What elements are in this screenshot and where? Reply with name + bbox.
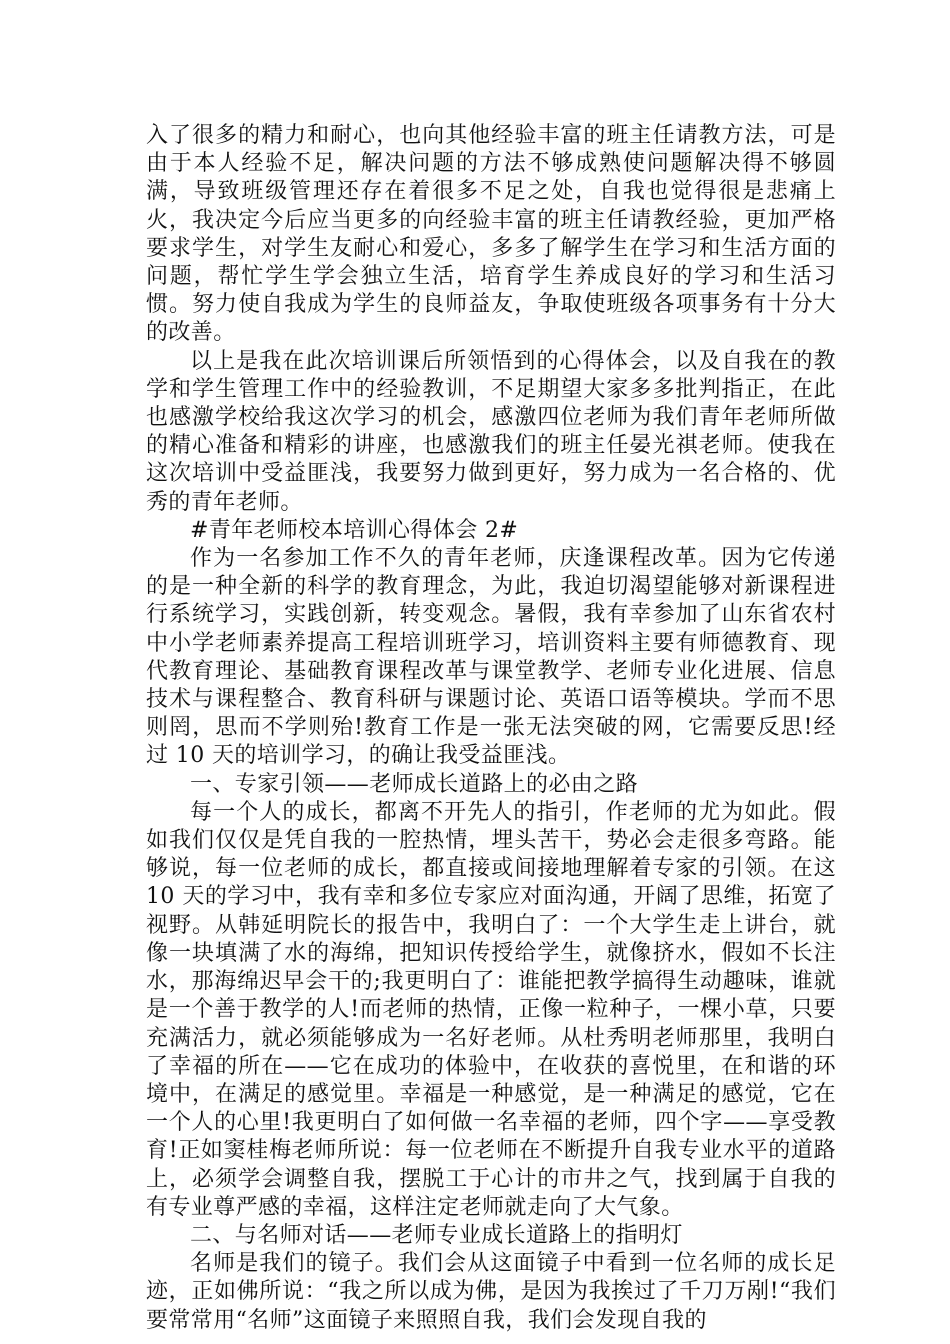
paragraph-continuation: 入了很多的精力和耐心，也向其他经验丰富的班主任请教方法，可是由于本人经验不足，解决问题的方法不够成熟使问题解决得不够圆满，导致班级管理还存在着很多不足之处，自我也觉得很是悲痛上火，我决定今后应当更多的向经验丰富的班主任请教经验，更加严格要求学生，对学生友耐心和爱心，多多了解学生在学习和生活方面的问题，帮忙学生学会独立生活，培育学生养成良好的学习和生活习惯。努力使自我成为学生的良师益友，争取使班级各项事务有十分大的改善。 [146, 123, 836, 346]
paragraph-expert-guidance: 每一个人的成长，都离不开先人的指引，作老师的尤为如此。假如我们仅仅是凭自我的一腔热情，埋头苦干，势必会走很多弯路。能够说，每一位老师的成长，都直接或间接地理解着专家的引领。在这 10 天的学习中，我有幸和多位专家应对面沟通，开阔了思维，拓宽了视野。从韩延明院长的报告中，我明白了：一个大学生走上讲台，就像一块填满了水的海绵，把知识传授给学生，就像挤水，假如不长注水，那海绵迟早会干的;我更明白了：谁能把教学搞得生动趣味，谁就是一个善于教学的人!而老师的热情，正像一粒种子，一棵小草，只要充满活力，就必须能够成为一名好老师。从杜秀明老师那里，我明白了幸福的所在——它在成功的体验中，在收获的喜悦里，在和谐的环境中，在满足的感觉里。幸福是一种感觉，是一种满足的感觉，它在一个人的心里!我更明白了如何做一名幸福的老师，四个字——享受教育!正如窦桂梅老师所说：每一位老师在不断提升自我专业水平的道路上，必须学会调整自我，摆脱工于心计的市井之气，找到属于自我的有专业尊严感的幸福，这样注定老师就走向了大气象。 [146, 799, 836, 1220]
paragraph-conclusion: 以上是我在此次培训课后所领悟到的心得体会，以及自我在的教学和学生管理工作中的经验教训，不足期望大家多多批判指正，在此也感激学校给我这次学习的机会，感激四位老师为我们青年老师所做的精心准备和精彩的讲座，也感激我们的班主任晏光祺老师。使我在这次培训中受益匪浅，我要努力做到更好，努力成为一名合格的、优秀的青年老师。 [146, 348, 836, 515]
document-body [146, 122, 836, 1335]
paragraph-intro: 作为一名参加工作不久的青年老师，庆逢课程改革。因为它传递的是一种全新的科学的教育理念，为此，我迫切渴望能够对新课程进行系统学习，实践创新，转变观念。暑假，我有幸参加了山东省农村中小学老师素养提高工程培训班学习，培训资料主要有师德教育、现代教育理论、基础教育课程改革与课堂教学、老师专业化进展、信息技术与课程整合、教育科研与课题讨论、英语口语等模块。学而不思则罔，思而不学则殆!教育工作是一张无法突破的网，它需要反思!经过 10 天的培训学习，的确让我受益匪浅。 [146, 546, 836, 769]
subheading-one: 一、专家引领——老师成长道路上的必由之路 [190, 771, 639, 797]
section-heading: #青年老师校本培训心得体会 2# [190, 517, 519, 543]
paragraph-famous-teachers: 名师是我们的镜子。我们会从这面镜子中看到一位名师的成长足迹，正如佛所说：“我之所以成为佛，是因为我挨过了千刀万剐!“我们要常常用“名师”这面镜子来照照自我，我们会发现自我的 [146, 1251, 836, 1333]
subheading-two: 二、与名师对话——老师专业成长道路上的指明灯 [190, 1222, 683, 1248]
